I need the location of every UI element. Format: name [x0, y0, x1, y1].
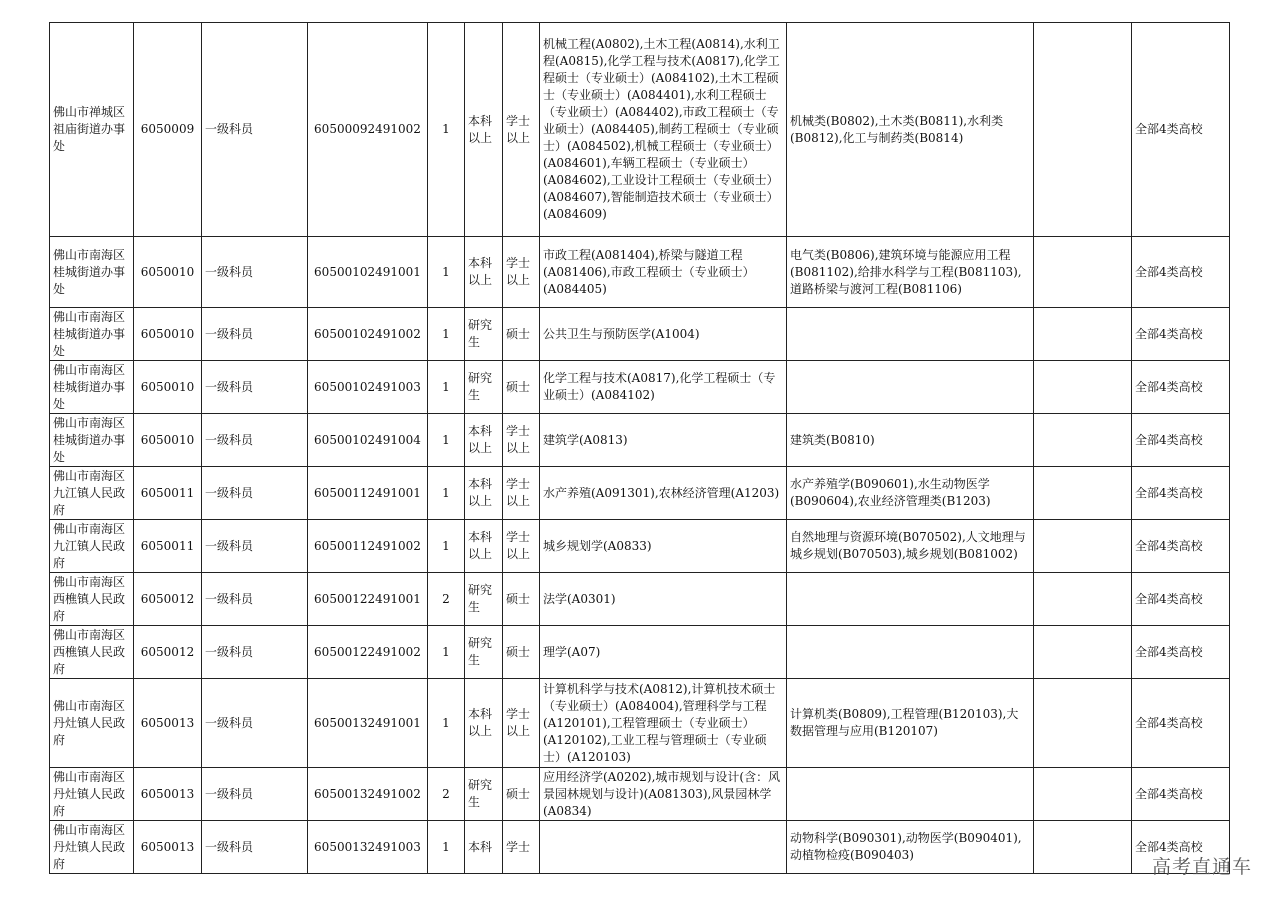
graduate-major-cell: 化学工程与技术(A0817),化学工程硕士（专业硕士）(A084102) — [540, 361, 787, 414]
count-cell: 1 — [428, 821, 465, 874]
undergrad-major-cell: 水产养殖学(B090601),水生动物医学(B090604),农业经济管理类(B1203) — [787, 467, 1034, 520]
other-requirements-cell — [1034, 626, 1132, 679]
degree-cell: 学士以上 — [503, 23, 540, 237]
other-requirements-cell — [1034, 361, 1132, 414]
table-row — [50, 237, 1230, 308]
school-cell: 全部4类高校 — [1132, 467, 1230, 520]
graduate-major-cell: 应用经济学(A0202),城市规划与设计(含：风景园林规划与设计)(A081303),风景园林学(A0834) — [540, 768, 787, 821]
graduate-major-cell: 市政工程(A081404),桥梁与隧道工程(A081406),市政工程硕士（专业硕士）(A084405) — [540, 237, 787, 308]
position-cell: 一级科员 — [202, 361, 308, 414]
unit-cell: 佛山市南海区丹灶镇人民政府 — [50, 768, 134, 821]
code-cell: 6050013 — [134, 821, 202, 874]
degree-cell: 学士以上 — [503, 520, 540, 573]
undergrad-major-cell — [787, 361, 1034, 414]
code-cell: 6050009 — [134, 23, 202, 237]
code-cell: 6050011 — [134, 467, 202, 520]
code-cell: 6050012 — [134, 573, 202, 626]
count-cell: 1 — [428, 414, 465, 467]
position-code-cell: 60500132491002 — [308, 768, 428, 821]
unit-cell: 佛山市南海区桂城街道办事处 — [50, 237, 134, 308]
table-row — [50, 23, 1230, 237]
count-cell: 2 — [428, 573, 465, 626]
other-requirements-cell — [1034, 573, 1132, 626]
table-row — [50, 679, 1230, 768]
position-code-cell: 60500102491002 — [308, 308, 428, 361]
education-cell: 本科 — [465, 821, 503, 874]
education-cell: 研究生 — [465, 626, 503, 679]
degree-cell: 硕士 — [503, 361, 540, 414]
table-row — [50, 361, 1230, 414]
position-code-cell: 60500112491002 — [308, 520, 428, 573]
education-cell: 本科以上 — [465, 23, 503, 237]
position-code-cell: 60500102491004 — [308, 414, 428, 467]
position-code-cell: 60500122491002 — [308, 626, 428, 679]
education-cell: 研究生 — [465, 308, 503, 361]
code-cell: 6050012 — [134, 626, 202, 679]
school-cell: 全部4类高校 — [1132, 573, 1230, 626]
recruitment-table — [49, 22, 1230, 874]
position-cell: 一级科员 — [202, 821, 308, 874]
undergrad-major-cell: 电气类(B0806),建筑环境与能源应用工程(B081102),给排水科学与工程(B081103),道路桥梁与渡河工程(B081106) — [787, 237, 1034, 308]
position-code-cell: 60500122491001 — [308, 573, 428, 626]
code-cell: 6050010 — [134, 361, 202, 414]
school-cell: 全部4类高校 — [1132, 520, 1230, 573]
unit-cell: 佛山市南海区西樵镇人民政府 — [50, 626, 134, 679]
school-cell: 全部4类高校 — [1132, 308, 1230, 361]
position-cell: 一级科员 — [202, 520, 308, 573]
code-cell: 6050010 — [134, 308, 202, 361]
education-cell: 本科以上 — [465, 414, 503, 467]
school-cell: 全部4类高校 — [1132, 237, 1230, 308]
other-requirements-cell — [1034, 768, 1132, 821]
table-row — [50, 768, 1230, 821]
unit-cell: 佛山市南海区丹灶镇人民政府 — [50, 821, 134, 874]
count-cell: 1 — [428, 626, 465, 679]
unit-cell: 佛山市南海区桂城街道办事处 — [50, 308, 134, 361]
table-row — [50, 821, 1230, 874]
graduate-major-cell: 计算机科学与技术(A0812),计算机技术硕士（专业硕士）(A084004),管理科学与工程(A120101),工程管理硕士（专业硕士）(A120102),工业工程与管理硕士（专业硕士）(A120103) — [540, 679, 787, 768]
unit-cell: 佛山市南海区九江镇人民政府 — [50, 467, 134, 520]
position-code-cell: 60500102491001 — [308, 237, 428, 308]
education-cell: 研究生 — [465, 768, 503, 821]
degree-cell: 硕士 — [503, 768, 540, 821]
education-cell: 本科以上 — [465, 237, 503, 308]
school-cell: 全部4类高校 — [1132, 23, 1230, 237]
degree-cell: 学士以上 — [503, 467, 540, 520]
degree-cell: 硕士 — [503, 626, 540, 679]
education-cell: 研究生 — [465, 361, 503, 414]
count-cell: 1 — [428, 23, 465, 237]
position-code-cell: 60500132491001 — [308, 679, 428, 768]
graduate-major-cell: 公共卫生与预防医学(A1004) — [540, 308, 787, 361]
unit-cell: 佛山市南海区桂城街道办事处 — [50, 414, 134, 467]
position-code-cell: 60500112491001 — [308, 467, 428, 520]
graduate-major-cell — [540, 821, 787, 874]
school-cell: 全部4类高校 — [1132, 821, 1230, 874]
position-cell: 一级科员 — [202, 308, 308, 361]
education-cell: 研究生 — [465, 573, 503, 626]
table-row — [50, 520, 1230, 573]
position-cell: 一级科员 — [202, 626, 308, 679]
position-cell: 一级科员 — [202, 237, 308, 308]
graduate-major-cell: 建筑学(A0813) — [540, 414, 787, 467]
other-requirements-cell — [1034, 679, 1132, 768]
undergrad-major-cell: 自然地理与资源环境(B070502),人文地理与城乡规划(B070503),城乡规划(B081002) — [787, 520, 1034, 573]
position-code-cell: 60500092491002 — [308, 23, 428, 237]
education-cell: 本科以上 — [465, 467, 503, 520]
other-requirements-cell — [1034, 308, 1132, 361]
position-cell: 一级科员 — [202, 23, 308, 237]
graduate-major-cell: 机械工程(A0802),土木工程(A0814),水利工程(A0815),化学工程与技术(A0817),化学工程硕士（专业硕士）(A084102),土木工程硕士（专业硕士）(A084401),水利工程硕士（专业硕士）(A084402),市政工程硕士（专业硕士）(A084405),制药工程硕士（专业硕士）(A084502),机械工程硕士（专业硕士）(A084601),车辆工程硕士（专业硕士）(A084602),工业设计工程硕士（专业硕士）(A084607),智能制造技术硕士（专业硕士）(A084609) — [540, 23, 787, 237]
other-requirements-cell — [1034, 23, 1132, 237]
code-cell: 6050013 — [134, 679, 202, 768]
undergrad-major-cell: 机械类(B0802),土木类(B0811),水利类(B0812),化工与制药类(B0814) — [787, 23, 1034, 237]
unit-cell: 佛山市南海区九江镇人民政府 — [50, 520, 134, 573]
graduate-major-cell: 城乡规划学(A0833) — [540, 520, 787, 573]
other-requirements-cell — [1034, 414, 1132, 467]
table-row — [50, 308, 1230, 361]
code-cell: 6050011 — [134, 520, 202, 573]
undergrad-major-cell: 计算机类(B0809),工程管理(B120103),大数据管理与应用(B120107) — [787, 679, 1034, 768]
school-cell: 全部4类高校 — [1132, 414, 1230, 467]
count-cell: 2 — [428, 768, 465, 821]
degree-cell: 硕士 — [503, 308, 540, 361]
other-requirements-cell — [1034, 237, 1132, 308]
undergrad-major-cell — [787, 308, 1034, 361]
other-requirements-cell — [1034, 520, 1132, 573]
school-cell: 全部4类高校 — [1132, 679, 1230, 768]
undergrad-major-cell — [787, 573, 1034, 626]
count-cell: 1 — [428, 308, 465, 361]
watermark: 高考直通车 — [1151, 856, 1252, 878]
count-cell: 1 — [428, 237, 465, 308]
undergrad-major-cell — [787, 626, 1034, 679]
degree-cell: 硕士 — [503, 573, 540, 626]
unit-cell: 佛山市南海区丹灶镇人民政府 — [50, 679, 134, 768]
table-body — [50, 23, 1230, 874]
position-cell: 一级科员 — [202, 573, 308, 626]
unit-cell: 佛山市南海区西樵镇人民政府 — [50, 573, 134, 626]
count-cell: 1 — [428, 467, 465, 520]
education-cell: 本科以上 — [465, 520, 503, 573]
degree-cell: 学士 — [503, 821, 540, 874]
code-cell: 6050010 — [134, 414, 202, 467]
count-cell: 1 — [428, 520, 465, 573]
position-cell: 一级科员 — [202, 768, 308, 821]
school-cell: 全部4类高校 — [1132, 626, 1230, 679]
position-cell: 一级科员 — [202, 679, 308, 768]
undergrad-major-cell — [787, 768, 1034, 821]
degree-cell: 学士以上 — [503, 414, 540, 467]
school-cell: 全部4类高校 — [1132, 361, 1230, 414]
table-row — [50, 467, 1230, 520]
count-cell: 1 — [428, 679, 465, 768]
graduate-major-cell: 理学(A07) — [540, 626, 787, 679]
unit-cell: 佛山市禅城区祖庙街道办事处 — [50, 23, 134, 237]
position-cell: 一级科员 — [202, 414, 308, 467]
education-cell: 本科以上 — [465, 679, 503, 768]
code-cell: 6050013 — [134, 768, 202, 821]
table-row — [50, 626, 1230, 679]
position-code-cell: 60500132491003 — [308, 821, 428, 874]
undergrad-major-cell: 动物科学(B090301),动物医学(B090401),动植物检疫(B090403) — [787, 821, 1034, 874]
degree-cell: 学士以上 — [503, 237, 540, 308]
unit-cell: 佛山市南海区桂城街道办事处 — [50, 361, 134, 414]
degree-cell: 学士以上 — [503, 679, 540, 768]
count-cell: 1 — [428, 361, 465, 414]
other-requirements-cell — [1034, 467, 1132, 520]
other-requirements-cell — [1034, 821, 1132, 874]
position-cell: 一级科员 — [202, 467, 308, 520]
code-cell: 6050010 — [134, 237, 202, 308]
graduate-major-cell: 法学(A0301) — [540, 573, 787, 626]
graduate-major-cell: 水产养殖(A091301),农林经济管理(A1203) — [540, 467, 787, 520]
position-code-cell: 60500102491003 — [308, 361, 428, 414]
table-row — [50, 414, 1230, 467]
undergrad-major-cell: 建筑类(B0810) — [787, 414, 1034, 467]
table-row — [50, 573, 1230, 626]
school-cell: 全部4类高校 — [1132, 768, 1230, 821]
